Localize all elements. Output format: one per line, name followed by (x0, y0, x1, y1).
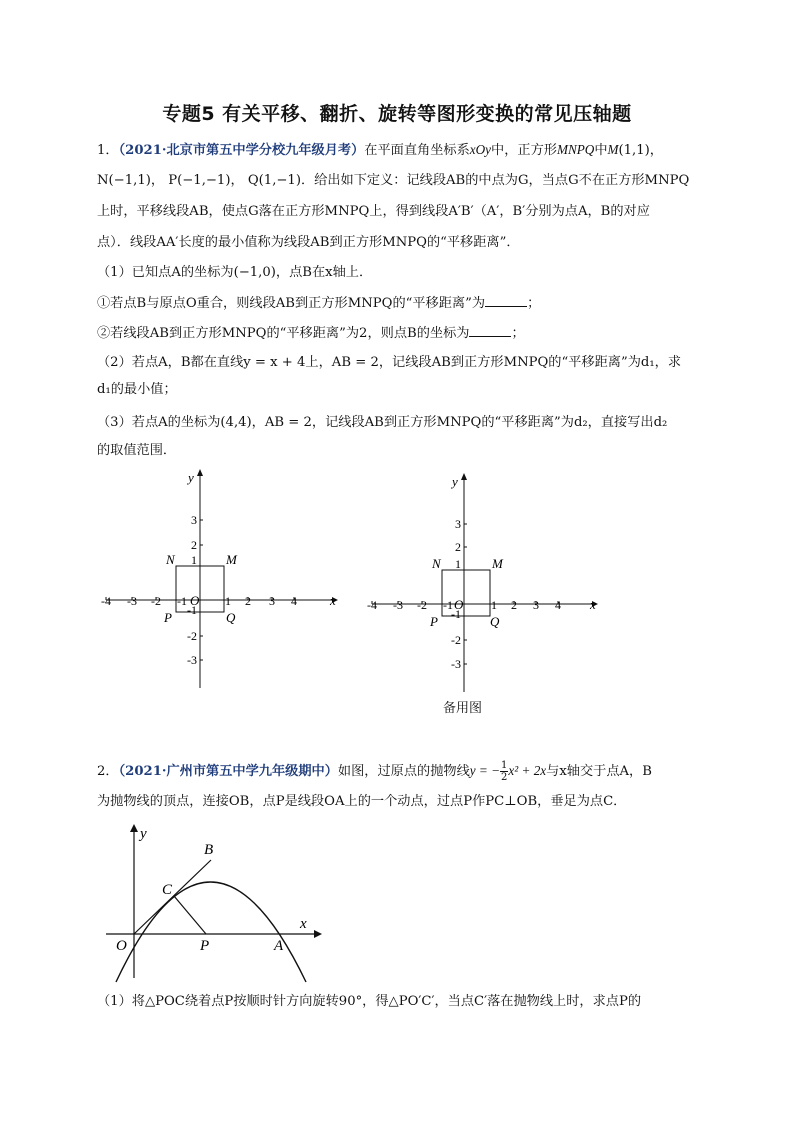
q1-part-3a: （3）若点A的坐标为(4,4)，AB = 2，记线段AB到正方形MNPQ的“平移距离”为d₂，直接写出d₂ (97, 415, 668, 430)
segment-ob (134, 860, 211, 934)
coordinate-figure-1 (94, 462, 344, 694)
q1-source: （2021·北京市第五中学分校九年级月考） (118, 143, 365, 158)
x-tick-label: 3 (269, 594, 275, 608)
q2-text: 与x轴交于点A，B (546, 764, 652, 779)
coordinate-figure-2 (360, 466, 610, 698)
q1-part-1b (97, 324, 525, 343)
point-a-label: A (274, 938, 284, 954)
x-axis-label: x (300, 916, 307, 932)
answer-blank[interactable] (469, 324, 511, 337)
q1-part-3b: 的取值范围． (97, 443, 177, 458)
q2-text: 如图，过原点的抛物线 (337, 764, 470, 779)
x-tick-label: -1 (177, 594, 187, 608)
x-axis-arrow (314, 930, 322, 938)
q1-part-1: （1）已知点A的坐标为(−1,0)，点B在x轴上． (97, 265, 373, 280)
q2-line-2: 为抛物线的顶点，连接OB，点P是线段OA上的一个动点，过点P作PC⊥OB，垂足为点C． (97, 794, 627, 809)
x-tick-label: 2 (245, 594, 251, 608)
x-tick-label: -3 (393, 598, 403, 612)
point-c-label: C (162, 882, 173, 898)
q1-part-2b: d₁的最小值； (97, 382, 177, 397)
q1-text: 中 (594, 143, 608, 158)
q1-part-1a-text: ①若点B与原点O重合，则线段AB到正方形MNPQ的“平移距离”为 (97, 296, 486, 311)
x-tick-label: 1 (225, 594, 231, 608)
q1-number: 1． (97, 143, 119, 158)
y-axis-arrow (461, 473, 467, 480)
y-tick-label: -3 (451, 657, 461, 671)
x-tick-label: -2 (151, 594, 161, 608)
y-tick-label: -2 (451, 633, 461, 647)
y-axis-label: y (188, 470, 194, 485)
x-axis-label: x (590, 597, 596, 612)
q1-part-2a: （2）若点A，B都在直线y = x + 4上，AB = 2，记线段AB到正方形MNPQ的“平移距离”为d₁，求 (97, 355, 682, 370)
point-p-label: P (164, 610, 172, 625)
y-tick-label: -2 (187, 629, 197, 643)
q1-mnpq: MNPQ (556, 142, 595, 157)
point-m-label: M (226, 552, 237, 567)
q2-line-1 (97, 760, 652, 783)
q1-text: 在平面直角坐标系 (364, 143, 470, 158)
q1-line-3: 上时，平移线段AB，使点G落在正方形MNPQ上，得到线段A′B′（A′，B′分别为点A，B的对应 (97, 204, 650, 219)
q1-part-1b-text: ②若线段AB到正方形MNPQ的“平移距离”为2，则点B的坐标为 (97, 326, 470, 341)
parabola-curve (116, 882, 306, 982)
segment-pc (174, 896, 206, 934)
origin-label: O (190, 593, 200, 608)
y-tick-label: -3 (187, 653, 197, 667)
x-tick-label: -2 (417, 598, 427, 612)
x-tick-label: 4 (555, 598, 561, 612)
point-o-label: O (116, 938, 127, 954)
point-q-label: Q (490, 614, 500, 629)
point-n-label: N (432, 556, 441, 571)
x-tick-label: -4 (367, 598, 377, 612)
y-tick-label: 3 (191, 513, 197, 527)
y-axis-label: y (452, 474, 458, 489)
q1-part-1b-end: ； (511, 326, 525, 341)
y-axis-arrow (197, 469, 203, 476)
x-tick-label: -3 (127, 594, 137, 608)
point-m-label: M (492, 556, 503, 571)
q1-part-1a (97, 294, 540, 313)
point-b-label: B (204, 842, 214, 858)
figure-caption: 备用图 (443, 701, 483, 716)
q1-line-1 (97, 141, 663, 160)
q1-part-1a-end: ； (527, 296, 541, 311)
q1-xoy: xOy (469, 142, 492, 157)
q1-line-4: 点）．线段AA′长度的最小值称为线段AB到正方形MNPQ的“平移距离”． (97, 235, 520, 250)
q1-m-coords: (1,1)， (618, 143, 663, 158)
q2-source: （2021·广州市第五中学九年级期中） (118, 764, 338, 779)
page-title: 专题5 有关平移、翻折、旋转等图形变换的常见压轴题 (162, 103, 632, 125)
q1-line-2: N(−1,1)， P(−1,−1)， Q(1,−1)．给出如下定义：记线段AB的中点为G，当点G不在正方形MNPQ (97, 173, 690, 188)
point-p-label: P (200, 938, 210, 954)
fraction-denominator: 2 (501, 772, 508, 783)
q2-part-1: （1）将△POC绕着点P按顺时针方向旋转90°，得△PO′C′，当点C′落在抛物线上时，求点P的 (97, 994, 642, 1009)
x-tick-label: 1 (491, 598, 497, 612)
q2-equation-pre: y = − (469, 763, 501, 778)
x-tick-label: 4 (291, 594, 297, 608)
y-tick-label: 3 (455, 517, 461, 531)
x-tick-label: -4 (101, 594, 111, 608)
q2-equation-post: x² + 2x (508, 763, 547, 778)
q1-m: M (607, 142, 619, 157)
q2-number: 2． (97, 764, 119, 779)
y-tick-label: 2 (455, 540, 461, 554)
q1-text: 中，正方形 (491, 143, 557, 158)
y-tick-label: -1 (451, 607, 461, 621)
origin-label: O (454, 597, 464, 612)
y-axis-arrow (130, 824, 138, 832)
answer-blank[interactable] (485, 294, 527, 307)
y-tick-label: 1 (455, 557, 461, 571)
x-tick-label: -1 (443, 598, 453, 612)
x-tick-label: 3 (533, 598, 539, 612)
point-n-label: N (166, 552, 175, 567)
y-tick-label: 1 (191, 553, 197, 567)
y-axis-label: y (140, 826, 147, 842)
x-axis-label: x (330, 593, 336, 608)
parabola-figure (100, 822, 340, 984)
y-tick-label: -1 (187, 603, 197, 617)
point-q-label: Q (226, 610, 236, 625)
y-tick-label: 2 (191, 538, 197, 552)
x-tick-label: 2 (511, 598, 517, 612)
fraction-numerator: 1 (501, 760, 508, 771)
point-p-label: P (430, 614, 438, 629)
